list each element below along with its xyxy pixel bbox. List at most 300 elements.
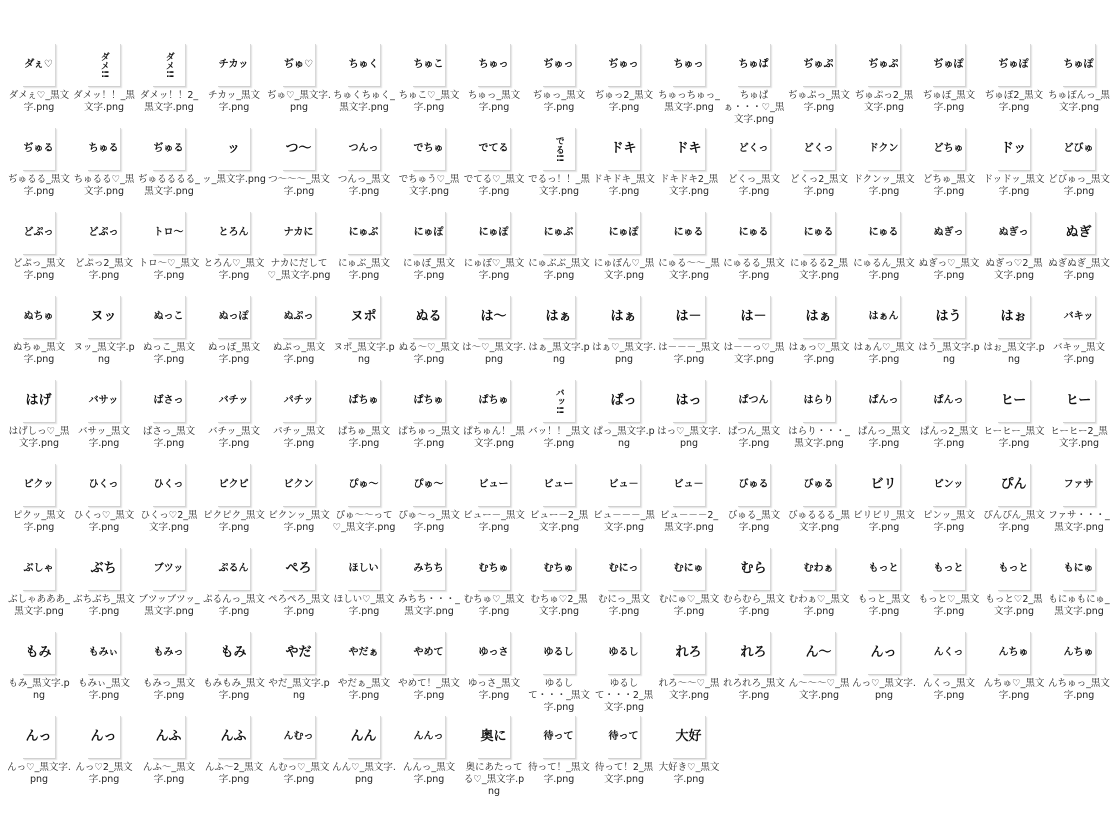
file-name-label[interactable]: にゅるる2_黒文字.png: [789, 258, 849, 281]
file-name-label[interactable]: どぷっ2_黒文字.png: [74, 258, 134, 281]
file-name-label[interactable]: 奥にあたってる♡_黒文字.png: [463, 762, 525, 797]
file-item[interactable]: [332, 712, 396, 805]
file-thumbnail[interactable]: [998, 548, 1031, 591]
file-name-label[interactable]: やめて！_黒文字.png: [398, 678, 460, 701]
file-thumbnail[interactable]: [88, 380, 121, 423]
file-name-label[interactable]: は－－－_黒文字.png: [658, 342, 720, 365]
file-item[interactable]: [397, 292, 461, 385]
file-thumbnail[interactable]: [478, 128, 511, 171]
file-item[interactable]: [917, 628, 981, 721]
file-thumbnail[interactable]: [413, 464, 446, 507]
file-thumbnail[interactable]: [23, 464, 56, 507]
file-name-label[interactable]: 待って！2_黒文字.png: [594, 762, 654, 785]
file-thumbnail[interactable]: [998, 44, 1031, 87]
file-item[interactable]: [722, 124, 786, 217]
file-thumbnail[interactable]: [673, 128, 706, 171]
file-thumbnail[interactable]: [478, 716, 511, 759]
file-item[interactable]: [267, 376, 331, 469]
file-thumbnail[interactable]: [153, 548, 186, 591]
file-thumbnail[interactable]: [803, 212, 836, 255]
file-item[interactable]: [267, 124, 331, 217]
file-item[interactable]: [202, 292, 266, 385]
file-name-label[interactable]: はっ♡_黒文字.png: [657, 426, 721, 449]
file-item[interactable]: [462, 124, 526, 217]
file-item[interactable]: [397, 628, 461, 721]
file-name-label[interactable]: ぺろぺろ_黒文字.png: [268, 594, 330, 617]
file-item[interactable]: [657, 460, 721, 553]
file-item[interactable]: [787, 40, 851, 133]
file-thumbnail[interactable]: [543, 716, 576, 759]
file-thumbnail[interactable]: [23, 632, 56, 675]
file-name-label[interactable]: はぁん♡_黒文字.png: [853, 342, 915, 365]
file-name-label[interactable]: ビュ－－－_黒文字.png: [593, 510, 655, 533]
file-name-label[interactable]: にゅるん_黒文字.png: [853, 258, 915, 281]
file-name-label[interactable]: ぢゅっ2_黒文字.png: [594, 90, 654, 113]
file-name-label[interactable]: ぢゅっ_黒文字.png: [532, 90, 586, 113]
file-thumbnail[interactable]: [218, 716, 251, 759]
file-thumbnail[interactable]: [608, 632, 641, 675]
file-name-label[interactable]: ぱんっ_黒文字.png: [857, 426, 911, 449]
file-item[interactable]: [852, 628, 916, 721]
file-item[interactable]: [72, 124, 136, 217]
file-name-label[interactable]: ナカにだして♡_黒文字.png: [267, 258, 331, 281]
file-item[interactable]: [267, 292, 331, 385]
file-thumbnail[interactable]: [153, 464, 186, 507]
file-item[interactable]: [72, 376, 136, 469]
file-thumbnail[interactable]: [23, 128, 56, 171]
file-thumbnail[interactable]: [933, 44, 966, 87]
file-name-label[interactable]: バキッ_黒文字.png: [1052, 342, 1106, 365]
file-item[interactable]: [657, 628, 721, 721]
file-item[interactable]: [592, 292, 656, 385]
file-item[interactable]: [332, 208, 396, 301]
file-item[interactable]: [332, 544, 396, 637]
file-item[interactable]: [462, 628, 526, 721]
file-thumbnail[interactable]: [803, 128, 836, 171]
file-name-label[interactable]: は～♡_黒文字.png: [462, 342, 526, 365]
file-thumbnail[interactable]: [933, 380, 966, 423]
file-name-label[interactable]: バッ！！_黒文字.png: [528, 426, 590, 449]
file-thumbnail[interactable]: [88, 548, 121, 591]
file-name-label[interactable]: にゅる～～_黒文字.png: [658, 258, 720, 281]
file-item[interactable]: [917, 208, 981, 301]
file-item[interactable]: [267, 544, 331, 637]
file-name-label[interactable]: ピンッ_黒文字.png: [922, 510, 976, 533]
file-name-label[interactable]: ゆるして・・・2_黒文字.png: [594, 678, 654, 713]
file-name-label[interactable]: はぉ_黒文字.png: [983, 342, 1045, 365]
file-thumbnail[interactable]: [543, 44, 576, 87]
file-name-label[interactable]: んっ♡_黒文字.png: [852, 678, 916, 701]
file-name-label[interactable]: ぬっぽ_黒文字.png: [207, 342, 261, 365]
file-item[interactable]: [1047, 292, 1111, 385]
file-name-label[interactable]: どくっ2_黒文字.png: [789, 174, 849, 197]
file-name-label[interactable]: はらり・・・_黒文字.png: [788, 426, 850, 449]
file-name-label[interactable]: ビクンッ_黒文字.png: [268, 510, 330, 533]
file-name-label[interactable]: ぢゅぽ_黒文字.png: [922, 90, 976, 113]
file-thumbnail[interactable]: [283, 632, 316, 675]
file-name-label[interactable]: にゅぽ_黒文字.png: [402, 258, 456, 281]
file-item[interactable]: [137, 544, 201, 637]
file-name-label[interactable]: どびゅっ_黒文字.png: [1048, 174, 1110, 197]
file-name-label[interactable]: 待って！_黒文字.png: [528, 762, 590, 785]
file-item[interactable]: [982, 208, 1046, 301]
file-name-label[interactable]: ちゅるる♡_黒文字.png: [73, 174, 135, 197]
file-item[interactable]: [852, 292, 916, 385]
file-name-label[interactable]: ぬぎっ♡2_黒文字.png: [985, 258, 1043, 281]
file-item[interactable]: [397, 124, 461, 217]
file-name-label[interactable]: んん♡_黒文字.png: [332, 762, 396, 785]
file-name-label[interactable]: はぁっ♡_黒文字.png: [788, 342, 850, 365]
file-thumbnail[interactable]: [868, 632, 901, 675]
file-item[interactable]: [202, 712, 266, 805]
file-item[interactable]: [657, 124, 721, 217]
file-name-label[interactable]: もみ_黒文字.png: [8, 678, 70, 701]
file-item[interactable]: [202, 628, 266, 721]
file-thumbnail[interactable]: [803, 548, 836, 591]
file-thumbnail[interactable]: [218, 128, 251, 171]
file-item[interactable]: [202, 460, 266, 553]
file-item[interactable]: [397, 376, 461, 469]
file-thumbnail[interactable]: [153, 632, 186, 675]
file-item[interactable]: [462, 376, 526, 469]
file-name-label[interactable]: ファサ・・・_黒文字.png: [1048, 510, 1110, 533]
file-name-label[interactable]: ぱちゅ_黒文字.png: [337, 426, 391, 449]
file-thumbnail[interactable]: [738, 632, 771, 675]
file-name-label[interactable]: にゅぽ♡_黒文字.png: [463, 258, 525, 281]
file-name-label[interactable]: やだぁ_黒文字.png: [337, 678, 391, 701]
file-thumbnail[interactable]: [413, 44, 446, 87]
file-name-label[interactable]: でるっ！！_黒文字.png: [528, 174, 590, 197]
file-thumbnail[interactable]: [673, 296, 706, 339]
file-thumbnail[interactable]: [283, 464, 316, 507]
file-thumbnail[interactable]: [998, 128, 1031, 171]
file-thumbnail[interactable]: [283, 128, 316, 171]
file-name-label[interactable]: ぱちゅっ_黒文字.png: [398, 426, 460, 449]
file-name-label[interactable]: 大好き♡_黒文字.png: [658, 762, 720, 785]
file-thumbnail[interactable]: [998, 632, 1031, 675]
file-name-label[interactable]: やだ_黒文字.png: [268, 678, 330, 701]
file-item[interactable]: [592, 712, 656, 805]
file-item[interactable]: [332, 628, 396, 721]
file-thumbnail[interactable]: [998, 296, 1031, 339]
file-name-label[interactable]: どちゅ_黒文字.png: [922, 174, 976, 197]
file-name-label[interactable]: もっと♡2_黒文字.png: [985, 594, 1043, 617]
file-item[interactable]: [137, 208, 201, 301]
file-item[interactable]: [1047, 208, 1111, 301]
file-thumbnail[interactable]: [543, 632, 576, 675]
file-name-label[interactable]: ビュ－－－2_黒文字.png: [659, 510, 719, 533]
file-name-label[interactable]: ビリビリ_黒文字.png: [853, 510, 915, 533]
file-item[interactable]: [982, 292, 1046, 385]
file-item[interactable]: [397, 544, 461, 637]
file-thumbnail[interactable]: [283, 44, 316, 87]
file-thumbnail[interactable]: [738, 380, 771, 423]
file-thumbnail[interactable]: [283, 296, 316, 339]
file-item[interactable]: [7, 292, 71, 385]
file-item[interactable]: [1047, 124, 1111, 217]
file-thumbnail[interactable]: [478, 632, 511, 675]
file-thumbnail[interactable]: [738, 44, 771, 87]
file-name-label[interactable]: もっと_黒文字.png: [857, 594, 911, 617]
file-name-label[interactable]: ゆるして・・・_黒文字.png: [528, 678, 590, 713]
file-name-label[interactable]: どくっ_黒文字.png: [727, 174, 781, 197]
file-item[interactable]: [72, 544, 136, 637]
file-name-label[interactable]: むにゅ♡_黒文字.png: [658, 594, 720, 617]
file-item[interactable]: [657, 40, 721, 133]
file-thumbnail[interactable]: [23, 380, 56, 423]
file-thumbnail[interactable]: [1063, 464, 1096, 507]
file-thumbnail[interactable]: [738, 296, 771, 339]
file-name-label[interactable]: んちゅ♡_黒文字.png: [983, 678, 1045, 701]
file-thumbnail[interactable]: [608, 716, 641, 759]
file-thumbnail[interactable]: [478, 212, 511, 255]
file-item[interactable]: [982, 460, 1046, 553]
file-name-label[interactable]: ぬぎっ♡_黒文字.png: [918, 258, 980, 281]
file-item[interactable]: [137, 376, 201, 469]
file-item[interactable]: [332, 376, 396, 469]
file-item[interactable]: [72, 208, 136, 301]
file-name-label[interactable]: はぁ_黒文字.png: [528, 342, 590, 365]
file-item[interactable]: [202, 376, 266, 469]
file-name-label[interactable]: びゅる_黒文字.png: [727, 510, 781, 533]
file-name-label[interactable]: ぱつん_黒文字.png: [727, 426, 781, 449]
file-thumbnail[interactable]: [608, 464, 641, 507]
file-item[interactable]: [527, 376, 591, 469]
file-item[interactable]: [332, 124, 396, 217]
file-item[interactable]: [787, 544, 851, 637]
file-thumbnail[interactable]: [478, 296, 511, 339]
file-name-label[interactable]: ぱんっ2_黒文字.png: [919, 426, 979, 449]
file-thumbnail[interactable]: [673, 212, 706, 255]
file-thumbnail[interactable]: [608, 128, 641, 171]
file-name-label[interactable]: もっと♡_黒文字.png: [918, 594, 980, 617]
file-name-label[interactable]: ビュー－_黒文字.png: [463, 510, 525, 533]
file-item[interactable]: [917, 292, 981, 385]
file-item[interactable]: [72, 628, 136, 721]
file-name-label[interactable]: ぬぎぬぎ_黒文字.png: [1048, 258, 1110, 281]
file-item[interactable]: [722, 40, 786, 133]
file-item[interactable]: [527, 208, 591, 301]
file-thumbnail[interactable]: [88, 212, 121, 255]
file-name-label[interactable]: ダメぇ♡_黒文字.png: [8, 90, 70, 113]
file-name-label[interactable]: ちゅくちゅく_黒文字.png: [333, 90, 395, 113]
file-thumbnail[interactable]: [348, 380, 381, 423]
file-name-label[interactable]: ちゅっちゅっ_黒文字.png: [658, 90, 720, 113]
file-item[interactable]: [917, 124, 981, 217]
file-name-label[interactable]: にゅぶ_黒文字.png: [337, 258, 391, 281]
file-item[interactable]: [72, 40, 136, 133]
file-thumbnail[interactable]: [413, 296, 446, 339]
file-item[interactable]: [722, 292, 786, 385]
file-thumbnail[interactable]: [543, 464, 576, 507]
file-thumbnail[interactable]: [413, 212, 446, 255]
file-name-label[interactable]: どぷっ_黒文字.png: [12, 258, 66, 281]
file-item[interactable]: [7, 40, 71, 133]
file-thumbnail[interactable]: [608, 44, 641, 87]
file-item[interactable]: [657, 208, 721, 301]
file-item[interactable]: [917, 376, 981, 469]
file-item[interactable]: [982, 628, 1046, 721]
file-thumbnail[interactable]: [543, 548, 576, 591]
file-name-label[interactable]: ちゅぱぁ・・・♡_黒文字.png: [723, 90, 785, 125]
file-item[interactable]: [202, 208, 266, 301]
file-thumbnail[interactable]: [88, 44, 121, 87]
file-item[interactable]: [657, 712, 721, 805]
file-thumbnail[interactable]: [478, 464, 511, 507]
file-name-label[interactable]: ぢゅぽ2_黒文字.png: [984, 90, 1044, 113]
file-item[interactable]: [527, 124, 591, 217]
file-thumbnail[interactable]: [738, 128, 771, 171]
file-name-label[interactable]: ひくっ♡2_黒文字.png: [140, 510, 198, 533]
file-name-label[interactable]: ドッドッ_黒文字.png: [983, 174, 1045, 197]
file-item[interactable]: [7, 544, 71, 637]
file-name-label[interactable]: ダメッ！！_黒文字.png: [73, 90, 135, 113]
file-thumbnail[interactable]: [543, 380, 576, 423]
file-name-label[interactable]: バチッ_黒文字.png: [208, 426, 260, 449]
file-item[interactable]: [917, 544, 981, 637]
file-name-label[interactable]: つ～～～_黒文字.png: [268, 174, 330, 197]
file-thumbnail[interactable]: [88, 296, 121, 339]
file-item[interactable]: [592, 460, 656, 553]
file-thumbnail[interactable]: [478, 44, 511, 87]
file-item[interactable]: [527, 292, 591, 385]
file-item[interactable]: [852, 544, 916, 637]
file-item[interactable]: [592, 544, 656, 637]
file-name-label[interactable]: むちゅ♡_黒文字.png: [463, 594, 525, 617]
file-thumbnail[interactable]: [868, 464, 901, 507]
file-item[interactable]: [1047, 40, 1111, 133]
file-item[interactable]: [7, 460, 71, 553]
file-item[interactable]: [852, 40, 916, 133]
file-item[interactable]: [137, 40, 201, 133]
file-item[interactable]: [7, 628, 71, 721]
file-item[interactable]: [982, 544, 1046, 637]
file-item[interactable]: [267, 460, 331, 553]
file-name-label[interactable]: ほしい♡_黒文字.png: [333, 594, 395, 617]
file-name-label[interactable]: はう_黒文字.png: [918, 342, 980, 365]
file-item[interactable]: [1047, 376, 1111, 469]
file-item[interactable]: [397, 712, 461, 805]
file-item[interactable]: [592, 40, 656, 133]
file-item[interactable]: [72, 292, 136, 385]
file-thumbnail[interactable]: [803, 44, 836, 87]
file-thumbnail[interactable]: [868, 44, 901, 87]
file-item[interactable]: [852, 376, 916, 469]
file-item[interactable]: [657, 292, 721, 385]
file-name-label[interactable]: ッ_黒文字.png: [202, 174, 266, 185]
file-thumbnail[interactable]: [348, 128, 381, 171]
file-thumbnail[interactable]: [218, 632, 251, 675]
file-item[interactable]: [592, 628, 656, 721]
file-thumbnail[interactable]: [88, 632, 121, 675]
file-name-label[interactable]: ぱちゅん！_黒文字.png: [463, 426, 525, 449]
file-item[interactable]: [722, 460, 786, 553]
file-thumbnail[interactable]: [348, 44, 381, 87]
file-thumbnail[interactable]: [23, 44, 56, 87]
file-name-label[interactable]: ビュー－2_黒文字.png: [529, 510, 589, 533]
file-item[interactable]: [787, 460, 851, 553]
file-name-label[interactable]: ちゅこ♡_黒文字.png: [398, 90, 460, 113]
file-thumbnail[interactable]: [1063, 128, 1096, 171]
file-thumbnail[interactable]: [413, 380, 446, 423]
file-name-label[interactable]: ぢゅぷっ_黒文字.png: [788, 90, 850, 113]
file-thumbnail[interactable]: [413, 632, 446, 675]
file-name-label[interactable]: ダメッ！！2_黒文字.png: [139, 90, 199, 113]
file-item[interactable]: [527, 40, 591, 133]
file-name-label[interactable]: ドキドキ_黒文字.png: [593, 174, 655, 197]
file-thumbnail[interactable]: [543, 212, 576, 255]
file-thumbnail[interactable]: [23, 548, 56, 591]
file-item[interactable]: [7, 208, 71, 301]
file-item[interactable]: [592, 208, 656, 301]
file-thumbnail[interactable]: [1063, 632, 1096, 675]
file-item[interactable]: [462, 712, 526, 805]
file-name-label[interactable]: れろ～～♡_黒文字.png: [658, 678, 720, 701]
file-name-label[interactable]: もみもみ_黒文字.png: [203, 678, 265, 701]
file-name-label[interactable]: んふ～2_黒文字.png: [204, 762, 264, 785]
file-name-label[interactable]: むにっ_黒文字.png: [597, 594, 651, 617]
file-thumbnail[interactable]: [1063, 548, 1096, 591]
file-item[interactable]: [982, 40, 1046, 133]
file-item[interactable]: [527, 460, 591, 553]
file-thumbnail[interactable]: [218, 296, 251, 339]
file-item[interactable]: [917, 460, 981, 553]
file-name-label[interactable]: ぴんぴん_黒文字.png: [983, 510, 1045, 533]
file-thumbnail[interactable]: [933, 548, 966, 591]
file-name-label[interactable]: パチッ_黒文字.png: [273, 426, 325, 449]
file-item[interactable]: [787, 376, 851, 469]
file-thumbnail[interactable]: [673, 716, 706, 759]
file-name-label[interactable]: びゅるるる_黒文字.png: [788, 510, 850, 533]
file-item[interactable]: [852, 460, 916, 553]
file-name-label[interactable]: ヌッ_黒文字.png: [73, 342, 135, 365]
file-thumbnail[interactable]: [478, 380, 511, 423]
file-thumbnail[interactable]: [283, 212, 316, 255]
file-item[interactable]: [137, 124, 201, 217]
file-item[interactable]: [722, 376, 786, 469]
file-name-label[interactable]: チカッ_黒文字.png: [208, 90, 260, 113]
file-thumbnail[interactable]: [803, 380, 836, 423]
file-name-label[interactable]: ゆっさ_黒文字.png: [467, 678, 521, 701]
file-name-label[interactable]: むわぁ♡_黒文字.png: [788, 594, 850, 617]
file-thumbnail[interactable]: [413, 548, 446, 591]
file-thumbnail[interactable]: [153, 44, 186, 87]
file-thumbnail[interactable]: [478, 548, 511, 591]
file-item[interactable]: [397, 208, 461, 301]
file-item[interactable]: [267, 40, 331, 133]
file-thumbnail[interactable]: [23, 716, 56, 759]
file-item[interactable]: [72, 460, 136, 553]
file-name-label[interactable]: んふ～_黒文字.png: [142, 762, 196, 785]
file-name-label[interactable]: ぴゅ～～って♡_黒文字.png: [332, 510, 396, 533]
file-name-label[interactable]: ぬっこ_黒文字.png: [142, 342, 196, 365]
file-item[interactable]: [982, 124, 1046, 217]
file-thumbnail[interactable]: [543, 128, 576, 171]
file-item[interactable]: [72, 712, 136, 805]
file-name-label[interactable]: でちゅう♡_黒文字.png: [398, 174, 460, 197]
file-item[interactable]: [1047, 460, 1111, 553]
file-thumbnail[interactable]: [348, 296, 381, 339]
file-thumbnail[interactable]: [803, 632, 836, 675]
file-thumbnail[interactable]: [413, 716, 446, 759]
file-thumbnail[interactable]: [738, 548, 771, 591]
file-item[interactable]: [1047, 628, 1111, 721]
file-name-label[interactable]: にゅるる_黒文字.png: [723, 258, 785, 281]
file-thumbnail[interactable]: [933, 128, 966, 171]
file-thumbnail[interactable]: [868, 128, 901, 171]
file-item[interactable]: [527, 544, 591, 637]
file-thumbnail[interactable]: [933, 296, 966, 339]
